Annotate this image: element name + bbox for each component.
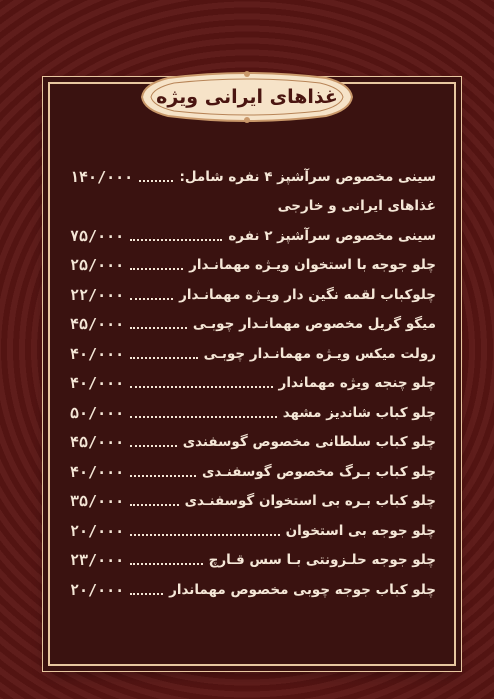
menu-item-name: چلوکباب لقمه نگین دار ویـژه مهمانـدار [179, 286, 436, 303]
menu-item-price: ۲۰/۰۰۰ [70, 521, 125, 540]
title-plaque [138, 70, 356, 124]
menu-item-price: ۲۲/۰۰۰ [70, 285, 125, 304]
leader-dots [130, 504, 178, 506]
menu-item [70, 546, 436, 576]
menu-item [70, 428, 436, 458]
menu-item-name: سینی مخصوص سرآشپز ۴ نفره شامل: [179, 168, 436, 185]
menu-item-price: ۲۳/۰۰۰ [70, 551, 125, 570]
page-title: غذاهای ایرانی ویژه [156, 86, 338, 108]
menu-item-price: ۲۰/۰۰۰ [70, 580, 125, 599]
menu-item-name: سینی مخصوص سرآشپز ۲ نفره [228, 227, 436, 244]
menu-item-price: ۴۰/۰۰۰ [70, 344, 125, 363]
leader-dots [130, 563, 202, 565]
menu-list [70, 162, 436, 605]
menu-item [70, 369, 436, 399]
menu-item-price: ۴۰/۰۰۰ [70, 462, 125, 481]
menu-item [70, 280, 436, 310]
menu-item-name: چلو جوجه بی استخوان [285, 522, 436, 539]
menu-item-price: ۴۵/۰۰۰ [70, 433, 125, 452]
menu-item [70, 162, 436, 192]
leader-dots [130, 327, 187, 329]
leader-dots [130, 593, 163, 595]
menu-item-price: ۳۵/۰۰۰ [70, 492, 125, 511]
menu-item-price: ۷۵/۰۰۰ [70, 226, 125, 245]
leader-dots [130, 475, 196, 477]
leader-dots [130, 298, 173, 300]
leader-dots [130, 386, 272, 388]
menu-item-name: چلو جوجه با استخوان ویـژه مهمانـدار [189, 257, 436, 274]
menu-item-name: چلو کباب بـره بی استخوان گوسفنـدی [184, 493, 436, 510]
menu-item-name: چلو جوجه حلـزونتی بـا سس قـارچ [208, 552, 436, 569]
menu-item-name: میگو گریل مخصوص مهمانـدار چوبـی [192, 316, 436, 333]
menu-item-name: چلو کباب بـرگ مخصوص گوسفنـدی [201, 463, 436, 480]
menu-item [70, 516, 436, 546]
leader-dots [130, 357, 197, 359]
leader-dots [130, 534, 279, 536]
menu-item [70, 310, 436, 340]
menu-item [70, 251, 436, 281]
menu-item-name: چلو کباب جوجه چوبی مخصوص مهماندار [169, 581, 436, 598]
leader-dots [130, 239, 222, 241]
menu-item [70, 487, 436, 517]
menu-item-price: ۴۵/۰۰۰ [70, 315, 125, 334]
leader-dots [130, 416, 277, 418]
menu-item-name: چلو کباب شاندیز مشهد [282, 404, 436, 421]
menu-item-name: چلو چنجه ویژه مهماندار [278, 375, 436, 392]
menu-item [70, 575, 436, 605]
leader-dots [130, 445, 177, 447]
menu-item-price: ۱۴۰/۰۰۰ [70, 167, 134, 186]
menu-item-price: ۲۵/۰۰۰ [70, 256, 125, 275]
menu-item [70, 192, 436, 222]
menu-item [70, 398, 436, 428]
menu-item-name: غذاهای ایرانی و خارجی [277, 198, 436, 215]
menu-item [70, 221, 436, 251]
menu-item-name: چلو کباب سلطانی مخصوص گوسفندی [182, 434, 436, 451]
leader-dots [139, 180, 173, 182]
menu-item-price: ۵۰/۰۰۰ [70, 403, 125, 422]
menu-item-price: ۴۰/۰۰۰ [70, 374, 125, 393]
leader-dots [130, 268, 183, 270]
menu-item [70, 339, 436, 369]
menu-item-name: رولت میکس ویـژه مهمانـدار چوبـی [203, 345, 436, 362]
menu-item [70, 457, 436, 487]
